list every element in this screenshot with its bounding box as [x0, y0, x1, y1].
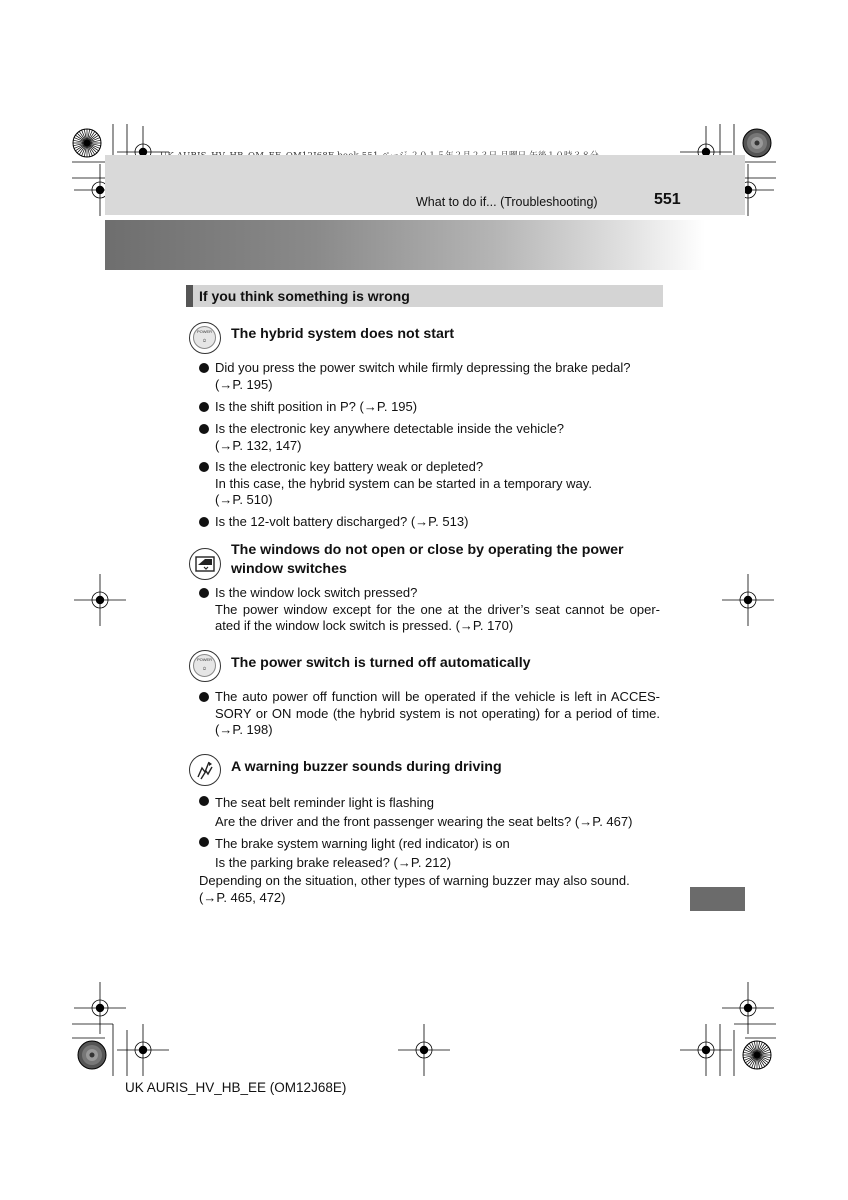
item-text: Did you press the power switch while firmly depressing the brake pedal?: [215, 360, 631, 375]
list-item: [215, 459, 660, 509]
item-text: Is the electronic key anywhere detectable inside the vehicle?: [215, 421, 565, 436]
topic-title-line: The windows do not open or close by operating the power: [231, 542, 624, 558]
topic-title: A warning buzzer sounds during driving: [231, 759, 502, 775]
bullet-icon: [199, 517, 209, 527]
list-item: [215, 793, 660, 831]
topic-title: The hybrid system does not start: [231, 326, 455, 342]
footer-text: UK AURIS_HV_HB_EE (OM12J68E): [125, 1080, 347, 1095]
topic-title: The power switch is turned off automatically: [231, 655, 531, 671]
bullet-icon: [199, 363, 209, 373]
bullet-icon: [199, 462, 209, 472]
bullet-icon: [199, 837, 209, 847]
bullet-icon: [199, 588, 209, 598]
item-text: Are the driver and the front passenger wearing the seat belts? (→P. 467): [215, 814, 633, 829]
page-reference: (→P. 132, 147): [215, 437, 302, 453]
item-text: The auto power off function will be operated if the vehicle is left in ACCES-SORY or ON mode (the hybrid system is not operating) for a period of time. (→P. 198): [215, 689, 660, 737]
section-title: If you think something is wrong: [199, 288, 410, 304]
section-header: [186, 285, 663, 307]
power-icon-label: POWER: [196, 657, 213, 662]
topic-title: [231, 541, 663, 579]
page-reference: (→P. 510): [215, 492, 273, 507]
item-text: Is the parking brake released? (→P. 212): [215, 855, 452, 870]
page-number: 551: [654, 191, 681, 208]
item-text: The power window except for the one at the driver’s seat cannot be oper-ated if the window lock switch is pressed. (→P. 170): [215, 601, 660, 633]
bullet-icon: [199, 692, 209, 702]
bullet-icon: [199, 402, 209, 412]
bullet-icon: [199, 796, 209, 806]
topic-title-line: window switches: [231, 561, 347, 577]
list-item: [215, 514, 660, 531]
power-switch-icon: POWER ⏻: [189, 650, 221, 682]
bullet-icon: [199, 424, 209, 434]
power-window-icon: [189, 548, 221, 580]
item-text: Is the window lock switch pressed?: [215, 585, 418, 600]
item-text: The brake system warning light (red indicator) is on: [215, 836, 510, 851]
list-item: [215, 399, 660, 416]
note-line: Depending on the situation, other types of warning buzzer may also sound.: [199, 873, 630, 888]
list-item: [215, 585, 660, 635]
warning-buzzer-icon: [189, 754, 221, 786]
note-text: [199, 873, 660, 906]
gradient-banner: [105, 220, 705, 270]
item-text: Is the electronic key battery weak or depleted?: [215, 459, 484, 474]
chapter-tab: [690, 887, 745, 911]
header-title: What to do if... (Troubleshooting): [416, 195, 598, 209]
list-item: [215, 421, 660, 454]
list-item: [215, 689, 660, 739]
list-item: [215, 360, 660, 393]
page-reference: (→P. 195): [215, 376, 273, 392]
item-text: Is the shift position in P? (→P. 195): [215, 399, 418, 414]
page-reference: (→P. 465, 472): [199, 889, 286, 905]
item-text: The seat belt reminder light is flashing: [215, 795, 434, 810]
power-switch-icon: POWER ⏻: [189, 322, 221, 354]
list-item: [215, 834, 660, 872]
item-text: Is the 12-volt battery discharged? (→P. 513): [215, 514, 469, 529]
power-icon-label: POWER: [196, 329, 213, 334]
item-text: In this case, the hybrid system can be started in a temporary way.: [215, 475, 592, 491]
